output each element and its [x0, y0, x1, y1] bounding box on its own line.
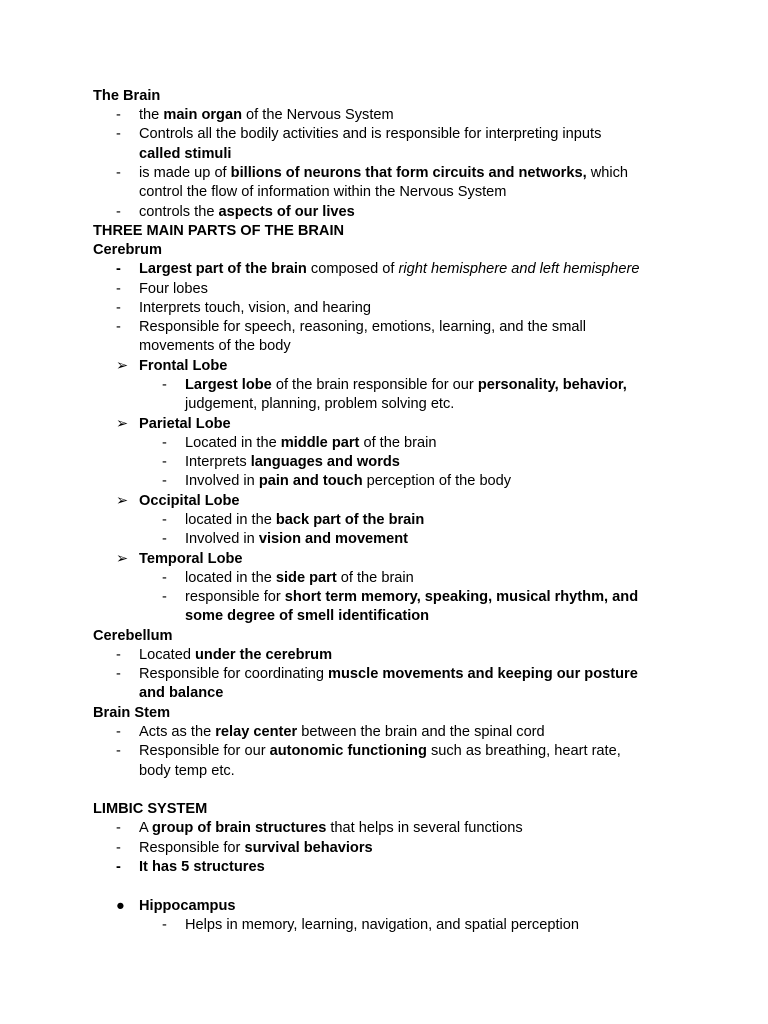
text-run: that helps in several functions	[326, 820, 523, 836]
text-run: judgement, planning, problem solving etc.	[185, 396, 455, 412]
text-run: Acts as the	[139, 724, 216, 740]
italic-text: right hemisphere and left hemisphere	[398, 261, 640, 277]
dash-bullet-icon: -	[162, 570, 167, 586]
line-text	[139, 762, 235, 781]
line-text	[93, 222, 344, 241]
text-run: Located	[139, 647, 195, 663]
text-run: Responsible for speech, reasoning, emotions, learning, and the small	[139, 319, 586, 335]
bold-text: middle part	[280, 435, 360, 451]
bold-text: survival behaviors	[244, 840, 373, 856]
bold-text: Hippocampus	[139, 898, 236, 914]
line-text	[139, 858, 265, 877]
line-text	[139, 318, 586, 337]
line-text	[93, 704, 170, 723]
line-text	[139, 723, 545, 742]
line-text	[185, 588, 638, 607]
bold-text: group of brain structures	[151, 820, 327, 836]
bold-text: Largest lobe	[185, 377, 272, 393]
text-run: is made up of	[139, 165, 231, 181]
bold-text: billions of neurons that form circuits and networks,	[230, 165, 587, 181]
bold-text: and balance	[139, 685, 224, 701]
text-run: Interprets	[185, 454, 251, 470]
line-text	[139, 145, 231, 164]
bold-text: It has 5 structures	[139, 859, 265, 875]
bold-text: Brain Stem	[93, 705, 171, 721]
text-run: Responsible for coordinating	[139, 666, 329, 682]
text-run: perception of the body	[362, 473, 512, 489]
arrow-bullet-icon: ➢	[116, 358, 129, 374]
dash-bullet-icon: -	[116, 204, 121, 220]
bold-text: main organ	[163, 107, 242, 123]
text-run: Responsible for our	[139, 743, 270, 759]
line-text	[185, 395, 454, 414]
line-text	[139, 646, 332, 665]
bold-text: Parietal Lobe	[139, 416, 231, 432]
text-run: of the brain	[359, 435, 437, 451]
line-text	[185, 530, 408, 549]
bold-text: Cerebellum	[93, 628, 173, 644]
arrow-bullet-icon: ➢	[116, 416, 129, 432]
line-text	[93, 87, 160, 106]
dash-bullet-icon: -	[116, 840, 121, 856]
bold-text: Largest part of the brain	[139, 261, 307, 277]
line-text	[139, 280, 208, 299]
line-text	[139, 357, 227, 376]
text-run: Helps in memory, learning, navigation, and spatial perception	[185, 917, 579, 933]
line-text	[139, 665, 638, 684]
dash-bullet-icon: -	[116, 300, 121, 316]
line-text	[185, 569, 414, 588]
bold-text: back part of the brain	[275, 512, 425, 528]
dash-bullet-icon: -	[116, 647, 121, 663]
line-text	[139, 183, 506, 202]
bold-text: Frontal Lobe	[139, 358, 228, 374]
text-run: A	[139, 820, 152, 836]
line-text	[139, 550, 243, 569]
line-text	[139, 125, 601, 144]
bold-text: languages and words	[250, 454, 400, 470]
bold-text: LIMBIC SYSTEM	[93, 801, 208, 817]
arrow-bullet-icon: ➢	[116, 551, 129, 567]
text-run: movements of the body	[139, 338, 291, 354]
dash-bullet-icon: -	[162, 531, 167, 547]
line-text	[185, 472, 511, 491]
line-text	[139, 164, 628, 183]
text-run: of the brain responsible for our	[271, 377, 478, 393]
dash-bullet-icon: -	[116, 319, 121, 335]
bold-text: Temporal Lobe	[139, 551, 243, 567]
line-text	[93, 627, 172, 646]
bold-text: called stimuli	[139, 146, 232, 162]
line-text	[139, 203, 355, 222]
line-text	[139, 337, 291, 356]
text-run: of the Nervous System	[242, 107, 394, 123]
text-run: which	[586, 165, 629, 181]
line-text	[139, 742, 621, 761]
arrow-bullet-icon: ➢	[116, 493, 129, 509]
text-run: Located in the	[185, 435, 281, 451]
bold-text: relay center	[215, 724, 298, 740]
bold-text: short term memory, speaking, musical rhythm, and	[284, 589, 639, 605]
line-text	[93, 800, 207, 819]
text-run: such as breathing, heart rate,	[426, 743, 621, 759]
bold-text: personality, behavior,	[477, 377, 627, 393]
line-text	[139, 684, 223, 703]
dash-bullet-icon: -	[162, 473, 167, 489]
dash-bullet-icon: -	[162, 377, 167, 393]
text-run: composed of	[306, 261, 399, 277]
text-run: Four lobes	[139, 281, 208, 297]
dash-bullet-icon: -	[116, 281, 121, 297]
bold-text: some degree of smell identification	[185, 608, 430, 624]
dash-bullet-icon: -	[116, 820, 121, 836]
line-text	[185, 916, 579, 935]
dash-bullet-icon: -	[162, 589, 167, 605]
line-text	[185, 376, 627, 395]
bold-text: aspects of our lives	[218, 204, 355, 220]
dash-bullet-icon: -	[116, 724, 121, 740]
line-text	[139, 299, 371, 318]
dash-bullet-icon: -	[116, 107, 121, 123]
line-text	[185, 607, 429, 626]
dash-bullet-icon: -	[116, 126, 121, 142]
text-run: Involved in	[185, 473, 259, 489]
bold-text: Cerebrum	[93, 242, 162, 258]
text-run: Responsible for	[139, 840, 245, 856]
dash-bullet-icon: -	[162, 454, 167, 470]
bold-text: autonomic functioning	[269, 743, 427, 759]
text-run: body temp etc.	[139, 763, 235, 779]
dash-bullet-icon: -	[162, 435, 167, 451]
text-run: located in the	[185, 512, 276, 528]
text-run: Controls all the bodily activities and is responsible for interpreting inputs	[139, 126, 602, 142]
bold-text: Occipital Lobe	[139, 493, 240, 509]
line-text	[185, 453, 400, 472]
bullet-icon: ●	[116, 898, 125, 914]
text-run: Interprets touch, vision, and hearing	[139, 300, 372, 316]
dash-bullet-icon: -	[116, 666, 121, 682]
bold-text: THREE MAIN PARTS OF THE BRAIN	[93, 223, 345, 239]
dash-bullet-icon: -	[116, 165, 121, 181]
text-run: of the brain	[336, 570, 414, 586]
dash-bullet-icon: -	[162, 917, 167, 933]
bold-text: under the cerebrum	[195, 647, 333, 663]
text-run: control the flow of information within the Nervous System	[139, 184, 507, 200]
line-text	[139, 106, 394, 125]
dash-bullet-icon: -	[116, 261, 121, 277]
line-text	[185, 434, 436, 453]
line-text	[139, 260, 639, 279]
line-text	[139, 819, 523, 838]
line-text	[139, 839, 373, 858]
text-run: controls the	[139, 204, 219, 220]
dash-bullet-icon: -	[116, 859, 121, 875]
bold-text: The Brain	[93, 88, 161, 104]
text-run: the	[139, 107, 164, 123]
bold-text: muscle movements and keeping our posture	[328, 666, 638, 682]
text-run: Involved in	[185, 531, 259, 547]
line-text	[93, 241, 162, 260]
line-text	[185, 511, 424, 530]
line-text	[139, 897, 236, 916]
text-run: responsible for	[185, 589, 285, 605]
text-run: located in the	[185, 570, 276, 586]
dash-bullet-icon: -	[116, 743, 121, 759]
bold-text: pain and touch	[258, 473, 363, 489]
line-text	[139, 415, 231, 434]
dash-bullet-icon: -	[162, 512, 167, 528]
bold-text: vision and movement	[258, 531, 409, 547]
bold-text: side part	[275, 570, 337, 586]
text-run: between the brain and the spinal cord	[297, 724, 545, 740]
line-text	[139, 492, 240, 511]
